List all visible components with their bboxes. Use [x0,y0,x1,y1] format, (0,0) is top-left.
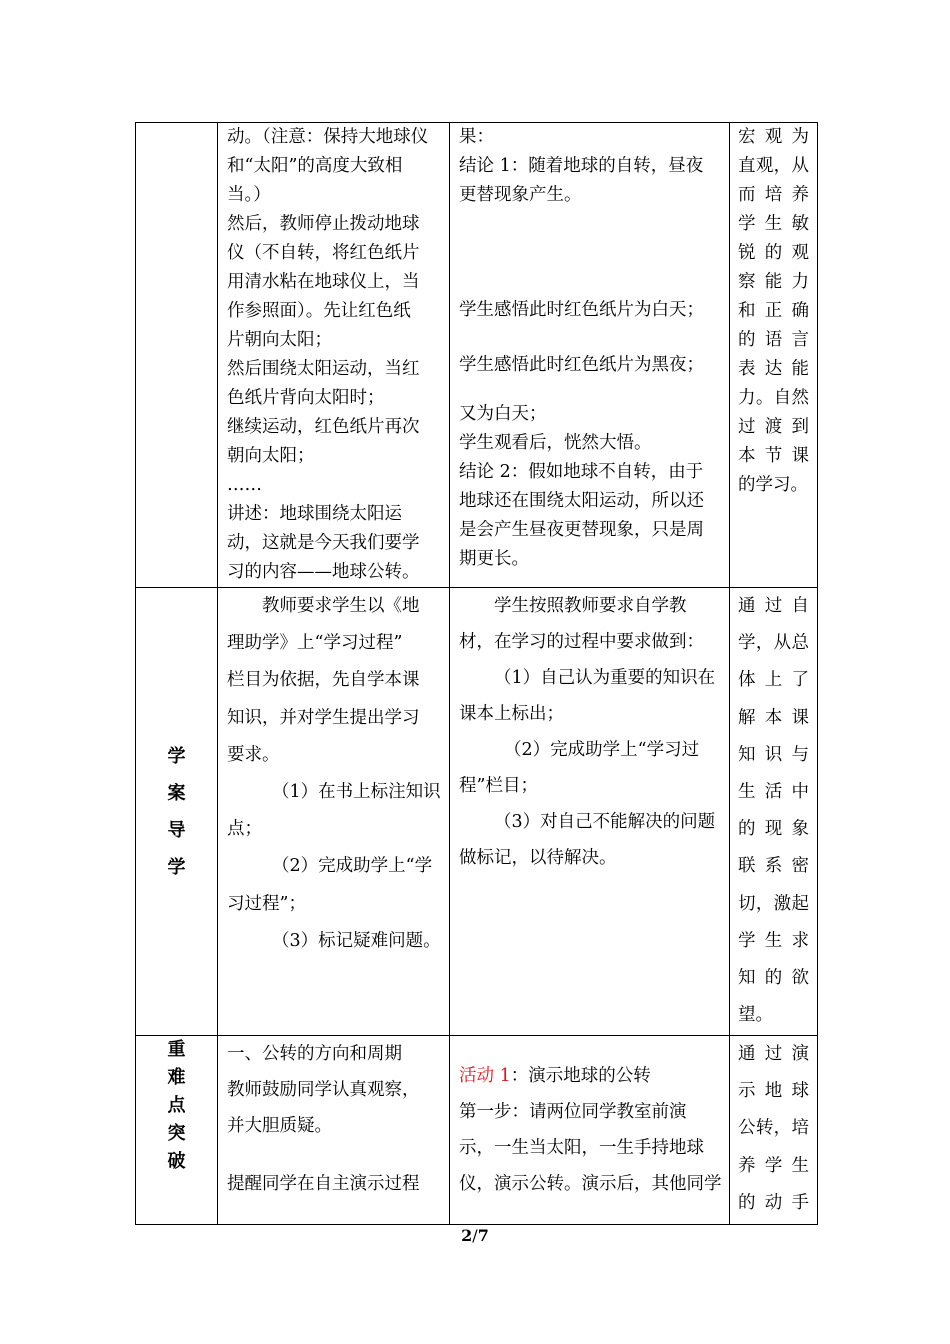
text-line: 仪（不自转，将红色纸片 [227,243,420,263]
text-line: 色纸片背向太阳时； [227,388,385,408]
text-line: 示地球 [738,1081,809,1102]
text-line: 直观，从 [738,156,809,176]
text-line: 并大胆质疑。 [227,1116,332,1136]
text-line: 望。 [738,1005,773,1026]
text-line: 果： [459,127,494,147]
table-row-key-points [136,1036,818,1225]
text-line: 学生求 [738,930,809,951]
text-line: 当。） [227,185,271,205]
text-line: 和正确 [738,301,809,321]
text-line: 更替现象产生。 [459,185,582,205]
page-number: 2/7 [461,1226,489,1245]
text-line: （1）在书上标注知识 [272,781,441,802]
stage-cell-empty [136,123,218,588]
text-line: 知识与 [738,744,809,765]
text-line: （2）完成助学上“学习过 [504,740,700,760]
text-line: 用清水粘在地球仪上，当 [227,272,420,292]
text-line: 学生观看后，恍然大悟。 [459,433,652,453]
text-line: 习过程”； [227,893,306,914]
design-intent-cell [730,1036,818,1225]
text-line: 课本上标出； [459,704,564,724]
text-line: 作参照面）。先让红色纸 [227,301,411,321]
text-line: 养学生 [738,1155,809,1176]
text-line: 片朝向太阳； [227,330,332,350]
text-line: 力。自然 [738,388,809,408]
activity-title: ：演示地球的公转 [510,1066,651,1086]
text-line: 公转，培 [738,1118,809,1139]
text-line: （1）自己认为重要的知识在 [494,668,716,688]
text-line: 学，从总 [738,633,809,654]
text-line: （3）对自己不能解决的问题 [494,812,716,832]
text-line: 知识，并对学生提出学习 [227,707,420,728]
text-line: 示，一生当太阳，一生手持地球 [459,1138,704,1158]
text-line: 通过自 [738,596,809,616]
text-line: 学生敏 [738,214,809,234]
text-line: 提醒同学在自主演示过程 [227,1174,420,1194]
text-line: 的动手 [738,1192,809,1213]
text-line: 做标记，以待解决。 [459,848,617,868]
text-line: 结论 1：随着地球的自转，昼夜 [459,156,704,176]
student-activity-cell [450,588,730,1036]
text-line: 的学习。 [738,475,808,495]
activity-heading [459,1058,721,1094]
text-line: 继续运动，红色纸片再次 [227,417,420,437]
text-line: 本节课 [738,446,809,466]
text-line: 锐的观 [738,243,809,263]
text-line: 和“太阳”的高度大致相 [227,156,403,176]
text-line: 切，激起 [738,893,809,914]
text-line: 解本课 [738,707,809,728]
text-line: 通过演 [738,1044,809,1064]
stage-label-cell [136,588,218,1036]
text-line: 动，这就是今天我们要学 [227,533,420,553]
text-line: …… [227,475,262,495]
teacher-activity-cell [218,123,450,588]
stage-label: 重 难 点 突 破 [167,1039,186,1172]
text-line: 察能力 [738,272,809,292]
text-line: 地球还在围绕太阳运动，所以还 [459,491,704,511]
student-activity-cell [450,1036,730,1225]
text-line: 第一步：请两位同学教室前演 [459,1102,687,1122]
text-line: 学生按照教师要求自学教 [494,596,687,616]
text-line: 习的内容——地球公转。 [227,562,420,582]
text-line: 教师要求学生以《地 [262,596,420,616]
text-line: 的现象 [738,819,809,840]
text-line: 知的欲 [738,967,809,988]
text-line: 联系密 [738,856,809,877]
text-line: 教师鼓励同学认真观察， [227,1080,420,1100]
design-intent-cell [730,123,818,588]
text-line: 动。（注意：保持大地球仪 [227,127,429,147]
text-line: 仪，演示公转。演示后，其他同学 [459,1174,721,1194]
text-line: 的语言 [738,330,809,350]
stage-label-cell [136,1036,218,1225]
text-line: 一、公转的方向和周期 [227,1044,402,1064]
text-line: 朝向太阳； [227,446,315,466]
text-line: 讲述：地球围绕太阳运 [227,504,402,524]
design-intent-cell [730,588,818,1036]
teacher-activity-cell [218,1036,450,1225]
text-line: 又为白天； [459,404,547,424]
text-line: 体上了 [738,670,809,691]
text-line: 然后围绕太阳运动，当红 [227,359,420,379]
text-line: 是会产生昼夜更替现象，只是周 [459,520,704,540]
text-line: 表达能 [738,359,809,379]
table-row-intro [136,123,818,588]
student-activity-cell [450,123,730,588]
text-line: 栏目为依据，先自学本课 [227,670,420,691]
text-line: 材，在学习的过程中要求做到： [459,632,704,652]
stage-label: 学 案 导 学 [167,745,186,878]
text-line: 期更长。 [459,549,529,569]
text-line: 而培养 [738,185,809,205]
text-line: （2）完成助学上“学 [272,856,433,877]
text-line: 学生感悟此时红色纸片为白天； [459,300,704,320]
lesson-plan-table [135,122,818,1225]
text-line: 要求。 [227,744,280,765]
text-line: 过渡到 [738,417,809,437]
text-line: 理助学》上“学习过程” [227,633,403,654]
text-line: 生活中 [738,781,809,802]
text-line: 学生感悟此时红色纸片为黑夜； [459,355,704,375]
teacher-activity-cell [218,588,450,1036]
text-line: 然后，教师停止拨动地球 [227,214,420,234]
text-line: 宏观为 [738,127,809,147]
activity-label: 活动 1 [459,1066,511,1086]
table-row-self-study [136,588,818,1036]
text-line: 程”栏目； [459,776,538,796]
text-line: 点； [227,819,262,840]
text-line: （3）标记疑难问题。 [272,930,441,951]
text-line: 结论 2：假如地球不自转，由于 [459,462,704,482]
